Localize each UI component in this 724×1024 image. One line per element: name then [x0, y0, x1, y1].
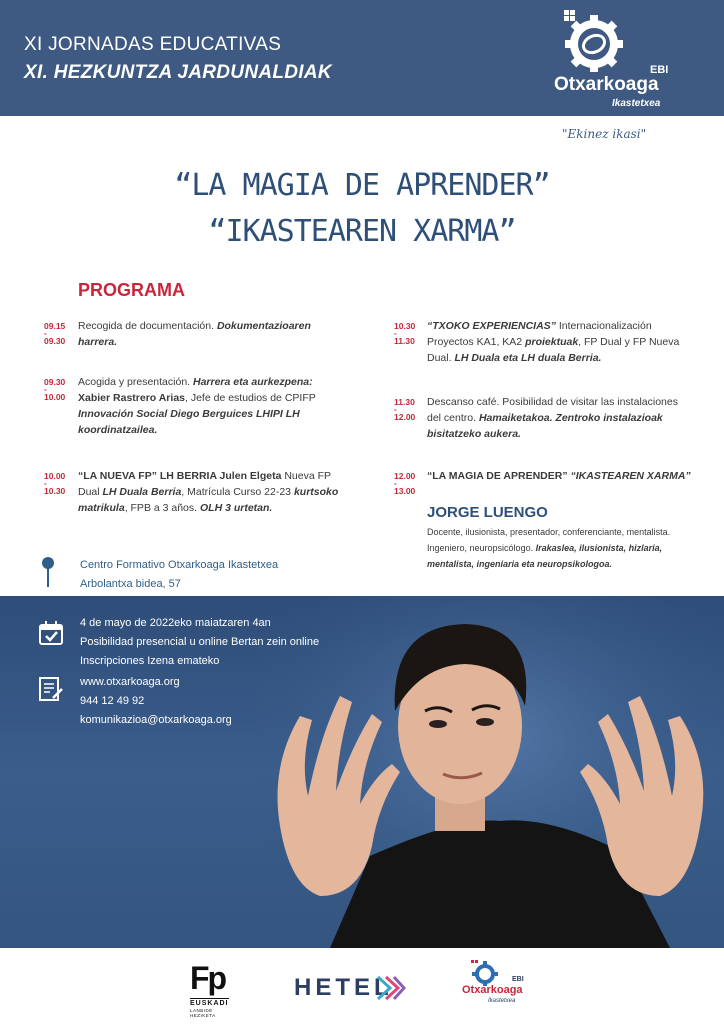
item-text-eu: Hamaiketakoa. Zentroko instalazioak	[478, 412, 663, 424]
form-edit-icon	[38, 676, 64, 702]
website-link[interactable]: www.otxarkoaga.org	[80, 676, 180, 688]
item-text-eu: Dokumentazioaren	[216, 320, 311, 332]
fp-logo-text: Fp	[190, 960, 226, 996]
gear-icon	[468, 960, 502, 986]
speaker-name: Xabier Rastrero Arias	[78, 392, 185, 404]
venue-street: Arbolantxa bidea, 57	[80, 578, 181, 590]
time-slot: 10.00 - 10.30	[44, 471, 66, 496]
fp-logo-sub2: LANBIDE HEZIKETA	[190, 1008, 216, 1018]
time-slot: 10.30 - 11.30	[394, 321, 416, 346]
speaker-desc-es: Ingeniero, neuropsicólogo.	[427, 543, 536, 553]
speaker-desc-es: Docente, ilusionista, presentador, conferenciante, mentalista.	[427, 527, 671, 537]
time-start: 09.15	[44, 321, 66, 331]
item-text-eu: Harrera eta aurkezpena:	[193, 376, 313, 388]
item-text: , Jefe de estudios de CPIFP	[185, 392, 316, 404]
event-title-es: XI JORNADAS EDUCATIVAS	[24, 34, 282, 55]
speaker-desc-eu: Irakaslea, ilusionista, hizlaria,	[535, 543, 663, 553]
time-start: 10.30	[394, 321, 416, 331]
programa-item	[78, 468, 378, 516]
speaker-photo	[260, 596, 724, 948]
item-text: Descanso café. Posibilidad de visitar las instalaciones	[427, 396, 678, 408]
time-slot: 09.30 - 10.00	[44, 377, 66, 402]
otxarkoaga-logo	[550, 8, 690, 112]
item-title: “LA MAGIA DE APRENDER”	[427, 470, 568, 482]
contact-details	[80, 673, 232, 730]
item-text-eu: LH Duala Berria	[102, 486, 182, 498]
hetel-play-icon	[376, 975, 406, 1001]
header-banner	[0, 0, 724, 116]
item-text: Dual	[78, 486, 103, 498]
item-text: Dual.	[427, 352, 455, 364]
programa-item	[78, 374, 378, 438]
motto: "Ekinez ikasi"	[562, 127, 647, 141]
item-title: “TXOKO EXPERIENCIAS”	[427, 320, 556, 332]
item-text-eu: OLH 3 urtetan.	[199, 502, 273, 514]
item-title: “LA NUEVA FP” LH BERRIA Julen Elgeta	[78, 470, 282, 482]
time-start: 11.30	[394, 397, 415, 407]
time-end: 10.00	[44, 392, 66, 402]
venue-address	[80, 556, 278, 594]
event-details	[80, 614, 319, 671]
time-slot: 12.00 - 13.00	[394, 471, 416, 496]
time-end: 12.00	[394, 412, 416, 422]
item-text: del centro.	[427, 412, 479, 424]
item-text: Proyectos KA1, KA2	[427, 336, 526, 348]
item-text: , FP Dual y FP Nueva	[578, 336, 680, 348]
event-title-eu: XI. HEZKUNTZA JARDUNALDIAK	[24, 62, 332, 83]
calendar-icon	[38, 620, 64, 646]
item-text: Acogida y presentación.	[78, 376, 193, 388]
footer-logos	[0, 948, 724, 1024]
otxarkoaga-footer-logo	[462, 960, 538, 1020]
speaker-name: JORGE LUENGO	[427, 504, 548, 521]
main-title-eu: “IKASTEAREN XARMA”	[208, 214, 516, 249]
item-text-eu: kurtsoko	[293, 486, 339, 498]
item-text-eu: matrikula	[78, 502, 125, 514]
item-text: Recogida de documentación.	[78, 320, 217, 332]
gear-icon	[558, 8, 628, 72]
event-mode: Posibilidad presencial u online Bertan zein online	[80, 636, 320, 648]
email-link[interactable]: komunikazioa@otxarkoaga.org	[80, 714, 232, 726]
phone-number: 944 12 49 92	[80, 695, 145, 707]
logo-sub-text: Ikastetxea	[612, 98, 661, 109]
logo-ebi-text: EBI	[650, 64, 669, 76]
item-text-eu: bisitatzeko aukera.	[427, 428, 521, 440]
time-slot: 11.30 - 12.00	[394, 397, 416, 422]
item-text: Internacionalización	[555, 320, 652, 332]
time-end: 09.30	[44, 336, 66, 346]
hetel-logo-text: HETEL	[294, 974, 393, 1001]
item-text-eu: harrera.	[78, 336, 118, 348]
programa-item	[427, 468, 722, 484]
logo-name-text: Otxarkoaga	[554, 74, 659, 95]
event-date: 4 de mayo de 2022eko maiatzaren 4an	[80, 617, 271, 629]
main-title-es: “LA MAGIA DE APRENDER”	[174, 168, 550, 203]
time-end: 11.30	[394, 336, 415, 346]
time-start: 09.30	[44, 377, 66, 387]
item-text: Nueva FP	[281, 470, 332, 482]
item-text: , FPB a 3 años.	[124, 502, 200, 514]
fp-logo-sub: EUSKADI	[190, 1000, 229, 1007]
fp-euskadi-logo	[188, 960, 240, 1016]
item-text: , Matrícula Curso 22-23	[181, 486, 294, 498]
item-text-eu: koordinatzailea.	[78, 424, 158, 436]
footer-logo-sub: Ikastetxea	[488, 998, 516, 1004]
programa-heading: PROGRAMA	[78, 280, 185, 300]
info-band	[0, 596, 724, 948]
programa-item	[427, 394, 722, 442]
speaker-description	[427, 524, 707, 572]
location-pin-icon	[40, 556, 56, 588]
time-slot: 09.15 - 09.30	[44, 321, 66, 346]
footer-logo-ebi: EBI	[512, 976, 524, 983]
event-signup: Inscripciones Izena emateko	[80, 655, 220, 667]
item-text-eu: Innovación Social Diego Berguices LHIPI LH	[78, 408, 300, 420]
programa-item	[427, 318, 717, 366]
speaker-desc-eu: mentalista, ingeniaria eta neuropsikologoa.	[427, 559, 613, 569]
venue-name: Centro Formativo Otxarkoaga Ikastetxea	[80, 559, 279, 571]
time-start: 10.00	[44, 471, 66, 481]
item-text-eu: proiektuak	[525, 336, 579, 348]
item-text-eu: LH Duala eta LH duala Berria.	[454, 352, 602, 364]
time-start: 12.00	[394, 471, 416, 481]
footer-logo-name: Otxarkoaga	[462, 984, 523, 996]
time-end: 13.00	[394, 486, 416, 496]
programa-item	[78, 318, 368, 350]
item-title-eu: “IKASTEAREN XARMA”	[567, 470, 691, 482]
time-end: 10.30	[44, 486, 66, 496]
